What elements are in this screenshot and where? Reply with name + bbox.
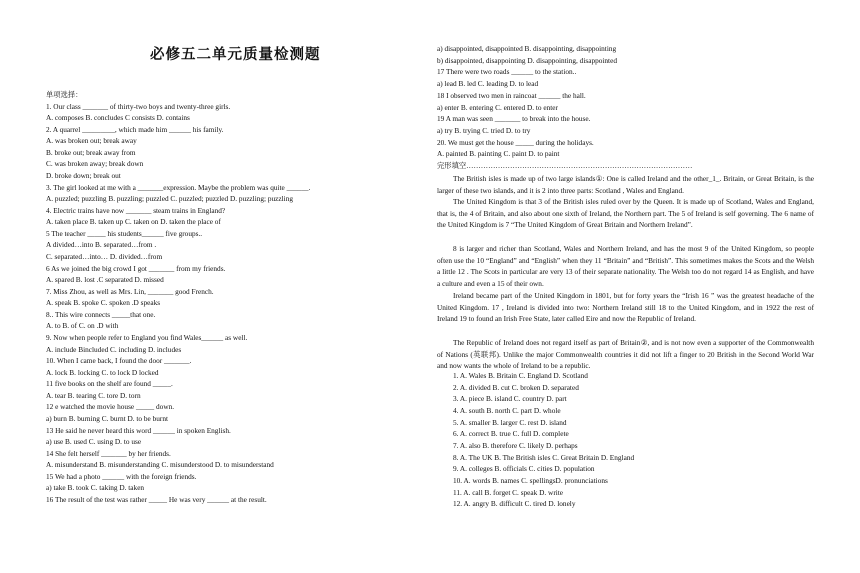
question-line: a) use B. used C. using D. to use — [46, 437, 142, 447]
question-line: A divided…into B. separated…from . — [46, 240, 157, 250]
question-line: A. was broken out; break away — [46, 136, 137, 146]
cloze-option-line: 10. A. words B. names C. spellingsD. pronunciations — [453, 475, 608, 485]
question-line: 3. The girl looked at me with a _______expression. Maybe the problem was quite ______. — [46, 182, 311, 192]
passage-paragraph: The Republic of Ireland does not regard itself as part of Britain②, and is not now even a supporter of the Commonwealth of Nations (英联邦). Unlike the major Commonwealth countries it did not lift a finger to 20 British in the Second World War and now wants the whole of Ireland to be a republic. — [437, 338, 814, 371]
question-line: 17 There were two roads ______ to the station.. — [437, 67, 577, 77]
question-line: A. taken place B. taken up C. taken on D. taken the place of — [46, 217, 221, 227]
passage-paragraph: The United Kingdom is that 3 of the British isles ruled over by the Queen. It is made up of Scotland, Wales and England, that is, the 4 of Britain, and also about one sixth of Ireland, the Northern part. The 5 of Ireland is self governing. The 6 name of the United Kingdom is 7 “The United Kingdom of Great Britain and Northern Ireland”. — [437, 197, 814, 230]
passage-paragraph: The British isles is made up of two large islands①: One is called Ireland and the other_1_. Britain, or Great Britain, is the larger of these two islands, and it is 2 into three parts: Scotland , Wales and England. — [437, 174, 814, 195]
question-line: 4. Electric trains have now _______ steam trains in England? — [46, 205, 226, 215]
cloze-option-line: 8. A. The UK B. The British isles C. Great Britain D. England — [453, 452, 635, 462]
passage-paragraph: Ireland became part of the United Kingdom in 1801, but for forty years the “Irish 16 ” was the greatest headache of the United Kingdom. 17 , Ireland is divided into two: Northern Ireland still 18 to the United Kingdom, and in 1922 the rest of Ireland 19 to found an Irish Free State, later called Eire and now the Republic of Ireland. — [437, 291, 814, 324]
cloze-option-line: 9. A. colleges B. officials C. cities D. population — [453, 464, 595, 474]
question-line: 14 She felt herself _______ by her friends. — [46, 448, 171, 458]
question-line: C. separated…into… D. divided…from — [46, 251, 163, 261]
cloze-option-line: 5. A. smaller B. larger C. rest D. island — [453, 417, 567, 427]
question-line: A. puzzled; puzzling B. puzzling; puzzled C. puzzled; puzzled D. puzzling; puzzling — [46, 194, 294, 204]
passage-paragraph: 8 is larger and richer than Scotland, Wales and Northern Ireland, and has the most 9 of the United Kingdom, so people often use the 10 “England” and “English” when they 11 “Britain” and “British”. This sometimes makes the Scots and the Welsh a little 12 . The Scots in particular are very 13 of their separate nationality. The Welsh too do not regard 14 as English, and have a culture and even a 15 of their own. — [437, 244, 814, 288]
cloze-option-line: 4. A. south B. north C. part D. whole — [453, 405, 561, 415]
question-line: 7. Miss Zhou, as well as Mrs. Lin, _______ good French. — [46, 286, 214, 296]
question-line: 6 As we joined the big crowd I got _______ from my friends. — [46, 263, 226, 273]
question-line: A. include Bincluded C. including D. includes — [46, 344, 182, 354]
question-line: A. composes B. concludes C consists D. contains — [46, 113, 190, 123]
question-line: 15 We had a photo ______ with the foreign friends. — [46, 471, 197, 481]
question-line: A. misunderstand B. misunderstanding C. misunderstood D. to misunderstand — [46, 460, 274, 470]
question-line: A. to B. of C. on .D with — [46, 321, 119, 331]
question-line: b) disappointed, disappointing D. disappointing, disappointed — [437, 55, 617, 65]
question-line: 5 The teacher _____ his students______ five groups.. — [46, 228, 203, 238]
question-line: 11 five books on the shelf are found _____. — [46, 379, 173, 389]
question-line: a) try B. trying C. tried D. to try — [437, 125, 531, 135]
question-line: 19 A man was seen _______ to break into the house. — [437, 114, 591, 124]
question-line: A. spared B. lost .C separated D. missed — [46, 275, 164, 285]
question-line: a) enter B. entering C. entered D. to enter — [437, 102, 558, 112]
question-line: D. broke down; break out — [46, 170, 121, 180]
question-line: 10. When I came back, I found the door _______. — [46, 356, 192, 366]
question-line: a) take B. took C. taking D. taken — [46, 483, 145, 493]
question-line: a) disappointed, disappointed B. disappointing, disappointing — [437, 44, 617, 53]
question-line: 单项选择： — [46, 90, 83, 99]
question-line: 1. Our class _______ of thirty-two boys and twenty-three girls. — [46, 101, 231, 111]
question-line: 16 The result of the test was rather _____ He was very ______ at the result. — [46, 494, 267, 504]
question-line: 13 He said he never heard this word ______ in spoken English. — [46, 425, 231, 435]
question-line: a) lead B. led C. leading D. to lead — [437, 79, 539, 89]
question-line: A. lock B. locking C. to lock D locked — [46, 367, 159, 377]
question-line: 2. A quarrel _________, which made him ______ his family. — [46, 124, 224, 134]
cloze-option-line: 6. A. correct B. true C. full D. complete — [453, 429, 569, 439]
question-line: C. was broken away; break down — [46, 159, 144, 169]
cloze-option-line: 12. A. angry B. difficult C. tired D. lonely — [453, 499, 576, 509]
cloze-option-line: 11. A. call B. forget C. speak D. write — [453, 487, 564, 497]
question-line: 9. Now when people refer to England you find Wales______ as well. — [46, 332, 248, 342]
question-line: a) burn B. burning C. burnt D. to be burnt — [46, 413, 169, 423]
question-line: 8.. This wire connects _____that one. — [46, 309, 156, 319]
question-line: B. broke out; break away from — [46, 147, 136, 157]
question-line: A. painted B. painting C. paint D. to paint — [437, 149, 560, 159]
question-line: A. tear B. tearing C. tore D. torn — [46, 390, 141, 400]
cloze-option-line: 1. A. Wales B. Britain C. England D. Scotland — [453, 371, 588, 380]
cloze-option-line: 2. A. divided B. cut C. broken D. separated — [453, 382, 579, 392]
question-line: A. speak B. spoke C. spoken .D speaks — [46, 298, 161, 308]
cloze-option-line: 3. A. piece B. island C. country D. part — [453, 394, 567, 404]
cloze-option-line: 7. A. also B. therefore C. likely D. perhaps — [453, 440, 578, 450]
question-line: 18 I observed two men in raincoat ______ the hall. — [437, 90, 586, 100]
question-line: 12 e watched the movie house _____ down. — [46, 402, 175, 412]
question-line: 完形填空………………………………………………………………………………… — [437, 161, 693, 170]
question-line: 20. We must get the house _____ during the holidays. — [437, 137, 594, 147]
page-title: 必修五二单元质量检测题 — [150, 47, 321, 63]
